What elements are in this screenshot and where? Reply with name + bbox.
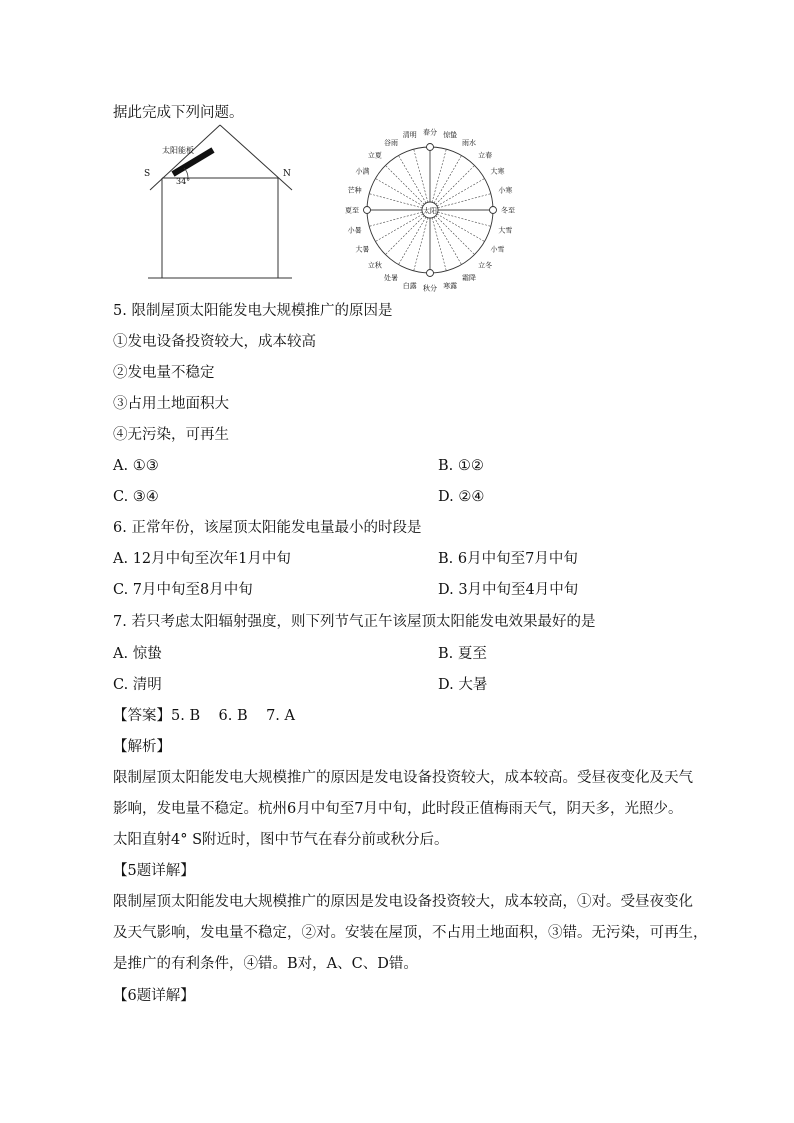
term-spoke xyxy=(432,149,446,202)
house-figure xyxy=(140,110,300,285)
term-spoke xyxy=(436,165,475,204)
q5-option-d: D. ②④ xyxy=(438,489,485,505)
term-spoke xyxy=(399,155,427,203)
term-label: 秋分 xyxy=(423,284,437,293)
term-spoke xyxy=(438,212,491,226)
term-label: 小雪 xyxy=(490,245,505,254)
term-label: 立秋 xyxy=(367,261,382,270)
term-label: 惊蛰 xyxy=(443,131,458,140)
term-spoke xyxy=(414,218,428,271)
q6-option-d: D. 3月中旬至4月中旬 xyxy=(438,582,579,598)
term-marker xyxy=(427,270,434,277)
term-spoke xyxy=(375,214,423,242)
analysis-line: 限制屋顶太阳能发电大规模推广的原因是发电设备投资较大，成本较高。受昼夜变化及天气 xyxy=(113,770,693,786)
term-label: 小寒 xyxy=(498,186,513,195)
q5-detail-line: 限制屋顶太阳能发电大规模推广的原因是发电设备投资较大，成本较高，①对。受昼夜变化 xyxy=(113,894,693,910)
term-spoke xyxy=(438,194,491,208)
term-label: 小满 xyxy=(355,167,370,176)
term-spoke xyxy=(399,217,427,265)
q5-statement-3: ③占用土地面积大 xyxy=(113,396,229,412)
term-label: 大暑 xyxy=(355,245,370,254)
analysis-line: 太阳直射4° S附近时，图中节气在春分前或秋分后。 xyxy=(113,832,449,848)
term-label: 立春 xyxy=(478,151,493,160)
term-label: 小暑 xyxy=(347,226,362,235)
q6-option-c: C. 7月中旬至8月中旬 xyxy=(113,582,253,598)
term-marker xyxy=(427,144,434,151)
term-label: 处暑 xyxy=(384,274,398,283)
sun-center-label: 太阳 xyxy=(423,207,437,215)
term-spoke xyxy=(369,212,422,226)
term-spoke xyxy=(434,217,462,265)
q5-detail-line: 及天气影响，发电量不稳定，②对。安装在屋顶，不占用土地面积，③错。无污染，可再生， xyxy=(113,925,708,941)
answer-line: 【答案】5. B 6. B 7. A xyxy=(113,708,295,724)
q5-stem: 5. 限制屋顶太阳能发电大规模推广的原因是 xyxy=(113,303,393,319)
term-marker xyxy=(490,207,497,214)
q7-option-a: A. 惊蛰 xyxy=(113,646,162,662)
q6-stem: 6. 正常年份，该屋顶太阳能发电量最小的时段是 xyxy=(113,520,422,536)
term-label: 立冬 xyxy=(478,261,493,270)
q7-stem: 7. 若只考虑太阳辐射强度，则下列节气正午该屋顶太阳能发电效果最好的是 xyxy=(113,614,596,630)
q7-option-d: D. 大暑 xyxy=(438,677,488,693)
term-spoke xyxy=(369,194,422,208)
term-spoke xyxy=(437,214,485,242)
term-spoke xyxy=(437,179,485,207)
q7-option-c: C. 清明 xyxy=(113,677,162,693)
q5-detail-heading: 【5题详解】 xyxy=(113,863,195,879)
q5-detail-line: 是推广的有利条件，④错。B对，A、C、D错。 xyxy=(113,956,418,972)
term-label: 夏至 xyxy=(345,206,359,215)
q5-statement-2: ②发电量不稳定 xyxy=(113,365,215,381)
term-label: 立夏 xyxy=(367,151,382,160)
term-label: 清明 xyxy=(402,131,417,140)
panel-label: 太阳能板 xyxy=(162,146,194,155)
term-label: 雨水 xyxy=(462,138,476,147)
term-label: 大寒 xyxy=(490,167,505,176)
south-label: S xyxy=(144,169,151,179)
term-label: 春分 xyxy=(423,128,437,137)
q5-option-a: A. ①③ xyxy=(113,458,159,474)
term-spoke xyxy=(385,216,424,255)
q5-statement-4: ④无污染，可再生 xyxy=(113,427,229,443)
q6-detail-heading: 【6题详解】 xyxy=(113,988,195,1004)
term-label: 芒种 xyxy=(347,186,362,195)
term-spoke xyxy=(385,165,424,204)
term-spoke xyxy=(432,218,446,271)
q5-option-b: B. ①② xyxy=(438,458,484,474)
intro-text: 据此完成下列问题。 xyxy=(113,105,244,121)
q6-option-b: B. 6月中旬至7月中旬 xyxy=(438,551,578,567)
q5-option-c: C. ③④ xyxy=(113,489,159,505)
term-label: 谷雨 xyxy=(384,138,398,147)
term-label: 冬至 xyxy=(501,206,515,215)
term-marker xyxy=(364,207,371,214)
term-label: 白露 xyxy=(402,281,417,290)
angle-label: 34° xyxy=(176,177,191,186)
term-label: 寒露 xyxy=(443,281,458,290)
q7-option-b: B. 夏至 xyxy=(438,646,487,662)
q5-statement-1: ①发电设备投资较大，成本较高 xyxy=(113,334,316,350)
north-label: N xyxy=(283,169,291,179)
analysis-heading: 【解析】 xyxy=(113,739,171,755)
term-label: 霜降 xyxy=(462,274,476,283)
term-label: 大雪 xyxy=(498,226,513,235)
solar-terms-figure xyxy=(330,122,530,302)
analysis-line: 影响，发电量不稳定。杭州6月中旬至7月中旬，此时段正值梅雨天气，阴天多，光照少。 xyxy=(113,801,683,817)
q6-option-a: A. 12月中旬至次年1月中旬 xyxy=(113,551,291,567)
term-spoke xyxy=(436,216,475,255)
term-spoke xyxy=(434,155,462,203)
term-spoke xyxy=(414,149,428,202)
term-spoke xyxy=(375,179,423,207)
